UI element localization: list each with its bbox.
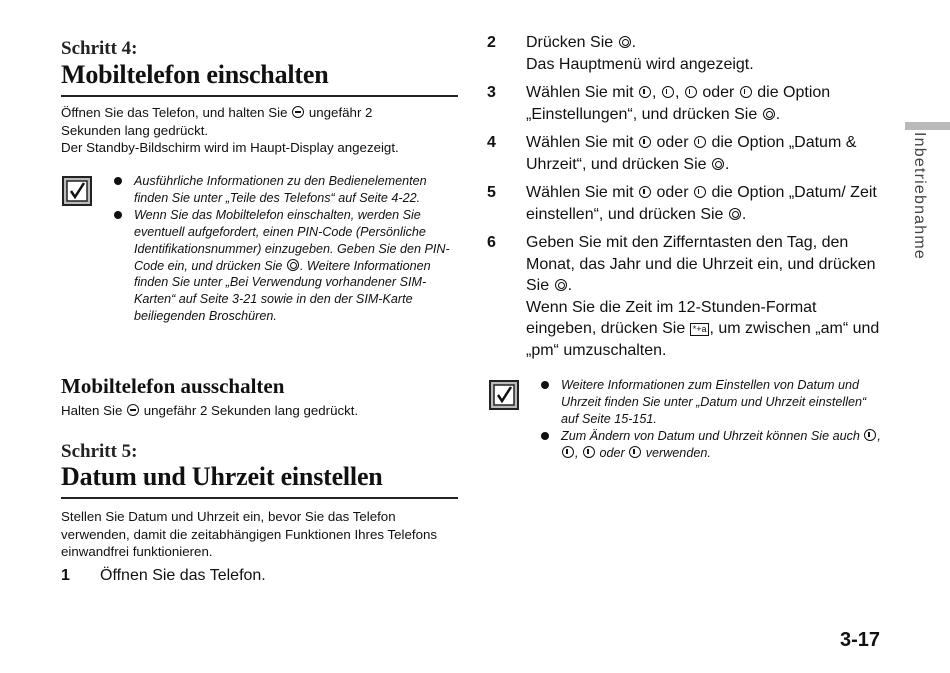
step-text-part: . (775, 105, 781, 123)
step-number: 6 (487, 234, 496, 251)
step-text: Öffnen Sie das Telefon. (100, 567, 266, 584)
step-text-part: die Option „Datum/ Zeit einstellen“, und drücken Sie (526, 184, 877, 223)
power-key-icon (292, 106, 304, 118)
step-number: 3 (487, 84, 496, 101)
intro-text: Öffnen Sie das Telefon, und halten Sie (61, 105, 288, 120)
step4-title: Mobiltelefon einschalten (61, 60, 329, 89)
power-off-text-part: Halten Sie (61, 403, 123, 418)
step-number: 2 (487, 34, 496, 51)
step-text-part: , (652, 84, 657, 101)
note-text: . Weitere Informationen finden Sie unter „Bei Verwendung vorhandener SIM-Karten“ auf Seite 3-21 sowie in den der SIM-Karte beiliegenden Broschüren. (134, 258, 431, 324)
ok-key-icon (619, 36, 631, 48)
step-1 (61, 565, 458, 587)
step5-label: Schritt 5: (61, 441, 138, 462)
nav-up-icon (864, 429, 876, 441)
power-off-text-part: ungefähr 2 Sekunden lang gedrückt. (143, 403, 359, 418)
nav-down-icon (694, 136, 706, 148)
nav-left-icon (685, 86, 697, 98)
step-number: 1 (61, 567, 70, 584)
ok-key-icon (729, 208, 741, 220)
nav-up-icon (639, 186, 651, 198)
step-text-part: Wählen Sie mit (526, 134, 634, 151)
nav-left-icon (583, 446, 595, 458)
step-text (526, 182, 887, 225)
intro-paragraph (61, 104, 458, 157)
step-text-part: Geben Sie mit den Zifferntasten den Tag, den Monat, das Jahr und die Uhrzeit ein, und drücken Sie (526, 234, 876, 294)
step-3 (487, 82, 887, 125)
note-text: Wenn Sie das Mobiltelefon einschalten, werden Sie eventuell aufgefordert, einen PIN-Code (Persönliche Identifikationsnummer) einzugeben. Geben Sie den PIN-Code ein, und drücken Sie (134, 207, 450, 273)
step-text-part: die Option „Datum & Uhrzeit“, und drücken Sie (526, 134, 857, 173)
intro-text: ungefähr 2 (308, 105, 373, 120)
note-list (114, 173, 459, 325)
step-text-part: Wählen Sie mit (526, 84, 634, 101)
power-off-text (61, 402, 358, 420)
note-check-icon (62, 176, 92, 206)
step-text-part: die Option „Einstellungen“, und drücken Sie (526, 84, 831, 123)
page-number: 3-17 (840, 629, 881, 651)
section-tab (894, 132, 934, 272)
power-key-icon (127, 404, 139, 416)
note-item (541, 428, 887, 462)
step-5 (487, 182, 887, 225)
step-text-part: Wählen Sie mit (526, 184, 634, 201)
ok-key-icon (555, 279, 567, 291)
step-text-part: . (741, 205, 747, 223)
note-text: Ausführliche Informationen zu den Bedienelementen finden Sie unter „Teile des Telefons“ auf Seite 4-22. (134, 174, 427, 205)
step-text (526, 232, 887, 361)
title-rule (61, 95, 458, 97)
note-item (114, 173, 459, 207)
step5-title: Datum und Uhrzeit einstellen (61, 462, 383, 491)
intro-text: Der Standby-Bildschirm wird im Haupt-Display angezeigt. (61, 140, 399, 155)
step-text (526, 82, 887, 125)
step-6 (487, 232, 887, 361)
star-key-icon: *+a (690, 323, 710, 336)
note-text: , (877, 428, 881, 443)
intro-text: Sekunden lang gedrückt. (61, 122, 209, 138)
step5-intro: Stellen Sie Datum und Uhrzeit ein, bevor Sie das Telefon verwenden, damit die zeitabhängigen Funktionen Ihres Telefons einwandfrei funktionieren. (61, 509, 438, 559)
nav-up-icon (639, 136, 651, 148)
step-text-part: . (567, 277, 573, 294)
step-4 (487, 132, 887, 175)
note-check-icon (489, 380, 519, 410)
step-text-part: , (674, 84, 680, 101)
step-number: 5 (487, 184, 496, 201)
note-item (114, 207, 459, 325)
step-text-part: Drücken Sie (526, 34, 614, 51)
nav-right-icon (629, 446, 641, 458)
ok-key-icon (287, 259, 299, 271)
ok-key-icon (763, 108, 775, 120)
section-tab-marker (905, 122, 950, 130)
step-text-part: . (631, 34, 637, 51)
nav-down-icon (694, 186, 706, 198)
note-text: Weitere Informationen zum Einstellen von Datum und Uhrzeit finden Sie unter „Datum und Uhrzeit einstellen“ auf Seite 15-151. (561, 378, 867, 426)
nav-down-icon (562, 446, 574, 458)
nav-down-icon (662, 86, 674, 98)
step-text-part: oder (702, 84, 735, 101)
ok-key-icon (712, 158, 724, 170)
step-text-part: Das Hauptmenü wird angezeigt. (526, 55, 754, 73)
note-text: oder (599, 445, 625, 460)
step-text-part: Wenn Sie die Zeit im 12-Stunden-Format eingeben, drücken Sie (526, 298, 817, 337)
note-text: , (575, 445, 579, 460)
step-text-part: . (724, 155, 730, 173)
step-text (526, 32, 887, 75)
note-text: verwenden. (645, 445, 711, 460)
section-tab-label: Inbetriebnahme (911, 132, 928, 260)
step-2 (487, 32, 887, 75)
power-off-title: Mobiltelefon ausschalten (61, 374, 285, 398)
step4-label: Schritt 4: (61, 38, 138, 59)
step-text-part: oder (656, 184, 689, 201)
note-list (541, 377, 887, 462)
note-text: Zum Ändern von Datum und Uhrzeit können Sie auch (561, 428, 860, 443)
nav-right-icon (740, 86, 752, 98)
step-text (526, 132, 887, 175)
title-rule (61, 497, 458, 499)
step-text-part: , um zwischen „am“ und „pm“ umzuschalten. (526, 320, 880, 359)
note-item (541, 377, 887, 428)
step-number: 4 (487, 134, 496, 151)
step-text-part: oder (656, 134, 689, 151)
nav-up-icon (639, 86, 651, 98)
